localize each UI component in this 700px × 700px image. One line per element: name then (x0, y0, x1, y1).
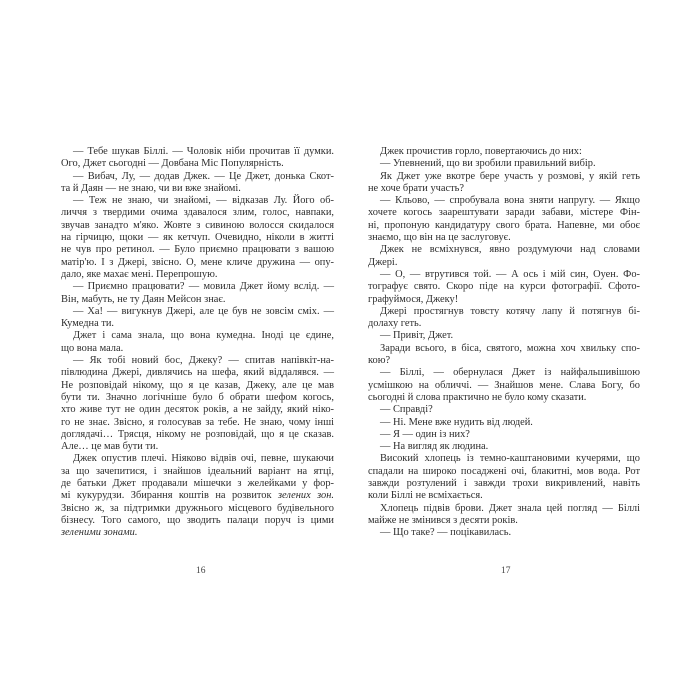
text-run: — Ні. Мене вже нудить від людей. (380, 416, 533, 428)
text-run: доглядачі… Трясця, нікому не розповідай, що я це сказав. (61, 428, 334, 440)
text-run: не чув про ретинол. — Було приємно працювати з вашою (61, 244, 334, 256)
text-run: півлюдина Джері, дивлячись на шефа, який віддалявся. — (61, 367, 334, 379)
text-line (368, 146, 640, 158)
text-run: та й Даян — не знаю, чи ви вже знайомі. (61, 182, 241, 194)
text-line (368, 478, 640, 490)
text-line (61, 232, 334, 244)
text-run: майже не змінився з десяти років. (368, 514, 518, 526)
text-line (61, 294, 334, 306)
text-line (368, 207, 640, 219)
text-line (368, 527, 640, 539)
text-line (61, 269, 334, 281)
text-run: не хоче брати участь? (368, 182, 464, 194)
text-line (61, 281, 334, 293)
text-line (368, 380, 640, 392)
text-run: Хлопець підвів брови. Джет знала цей погляд — Біллі (380, 502, 640, 514)
text-run: — Кльово, — спробувала вона зняти напругу. — Якщо (380, 195, 640, 207)
text-run: — Теж не знаю, чи знайомі, — відказав Лу. Його об- (73, 195, 334, 207)
text-run: матір'ю. І з Джері, звісно. О, мене кличе дружина — опу- (61, 256, 334, 268)
text-line (368, 158, 640, 170)
text-run: — Упевнений, що ви зробили правильний вибір. (380, 158, 596, 170)
italic-text-run: зелених зон. (277, 490, 335, 502)
text-line (61, 195, 334, 207)
text-line (61, 466, 334, 478)
text-line (61, 453, 334, 465)
text-run: — О, — втрутився той. — А ось і мій син, Оуен. Фо- (380, 268, 640, 280)
text-run: де батьки Джет продавали мішечки з желейками у фор- (61, 478, 334, 490)
text-run: Але… це мав бути ти. (61, 441, 159, 453)
text-line (61, 441, 334, 453)
text-run: личчя з твердими очима здавалося злим, голос, навпаки, (61, 207, 334, 219)
right-page-text (368, 146, 640, 540)
left-page-text (61, 146, 334, 540)
page-number-right: 17 (501, 566, 511, 576)
text-run: — Тебе шукав Біллі. — Чоловік ніби прочитав її думки. (73, 146, 334, 157)
text-line (368, 503, 640, 515)
text-run: дало, яке махає мені. Перепрошую. (61, 268, 218, 280)
text-line (61, 220, 334, 232)
text-run: Звісно ж, за підтримки дружнього місцевого будівельного (61, 502, 334, 514)
text-line (61, 515, 334, 527)
text-line (368, 490, 640, 502)
text-line (61, 417, 334, 429)
italic-text-run: зеленими зонами. (61, 527, 138, 539)
text-line (368, 220, 640, 232)
text-line (368, 355, 640, 367)
text-line (61, 171, 334, 183)
text-line (61, 158, 334, 170)
text-line (61, 527, 334, 539)
text-line (61, 257, 334, 269)
text-run: кою? (368, 355, 391, 367)
text-run: Він, мабуть, не ту Даян Мейсон знає. (61, 293, 226, 305)
text-line (368, 466, 640, 478)
text-line (368, 367, 640, 379)
text-run: знаємо, що він на це заслуговує. (368, 232, 511, 244)
text-run: Ого, Джет сьогодні — Довбана Міс Популярність. (61, 158, 284, 170)
text-run: — Як тобі новий бос, Джеку? — спитав напівкіт-на- (73, 355, 334, 367)
text-run: долаху геть. (368, 318, 422, 330)
text-line (368, 417, 640, 429)
text-run: коли Біллі не всміхається. (368, 490, 483, 502)
text-run: — На вигляд як людина. (380, 441, 489, 453)
text-line (368, 195, 640, 207)
page-number-left: 16 (196, 566, 206, 576)
text-line (368, 330, 640, 342)
text-run: — Що таке? — поцікавилась. (380, 527, 512, 539)
text-line (61, 392, 334, 404)
text-run: Джек опустив плечі. Ніяково відвів очі, певне, шукаючи (73, 453, 334, 465)
text-line (368, 453, 640, 465)
text-run: Джек не всміхнувся, явно роздумуючи над словами (380, 244, 640, 256)
text-line (61, 478, 334, 490)
text-line (61, 490, 334, 502)
text-line (61, 404, 334, 416)
text-line (368, 515, 640, 527)
text-run: усмішкою на обличчі. — Знайшов мене. Слава Богу, бо (368, 379, 640, 391)
text-run: Джері. (368, 256, 398, 268)
text-run: Джері простягнув товсту котячу лапу й потягнув бі- (380, 305, 640, 317)
text-line (368, 171, 640, 183)
text-run: — Ха! — вигукнув Джері, але це був не зовсім сміх. — (73, 305, 334, 317)
text-run: на гірчицю, щоки — як кетчуп. Очевидно, ніколи в житті (61, 232, 334, 244)
text-run: Кумедна ти. (61, 318, 115, 330)
text-run: бути ти. Значно логічніше було б обрати шефом когось, (61, 391, 334, 403)
text-line (61, 429, 334, 441)
text-line (368, 183, 640, 195)
text-run: го не знає. Звісно, я голосував за тебе. Не знаю, чому інші (61, 416, 334, 428)
text-run: — Біллі, — обернулася Джет із найфальшивішою (380, 367, 640, 379)
text-line (61, 330, 334, 342)
text-line (368, 244, 640, 256)
text-run: графуймося, Джеку! (368, 293, 459, 305)
text-run: Джек прочистив горло, повертаючись до них: (380, 146, 582, 157)
text-run: ні, пропоную кандидатуру свого брата. Напевне, ми обоє (368, 219, 640, 231)
text-run: — Справді? (380, 404, 433, 416)
text-run: тографує свято. Скоро піде на курси фотографії. Сфото- (368, 281, 640, 293)
text-run: сьогодні й слова практично не було кому сказати. (368, 391, 587, 403)
text-line (368, 318, 640, 330)
text-line (368, 281, 640, 293)
text-run: — Приємно працювати? — мовила Джет йому вслід. — (73, 281, 334, 293)
text-run: Джет і сама знала, що вона кумедна. Іноді це єдине, (73, 330, 334, 342)
text-line (368, 404, 640, 416)
text-line (368, 257, 640, 269)
text-line (368, 306, 640, 318)
text-run: мі кукурудзи. Збирання коштів на розвиток (61, 490, 278, 502)
text-line (61, 146, 334, 158)
text-run: звучав занадто м'яко. Жовте з сивиною волосся скидалося (61, 219, 334, 231)
text-line (61, 207, 334, 219)
text-line (61, 343, 334, 355)
text-run: що вона мала. (61, 342, 124, 354)
text-line (61, 380, 334, 392)
text-run: завжди розтулений і завжди трохи викривлений, навіть (368, 478, 640, 490)
text-run: за що зачепитися, і знайшов ідеальний варіант на ятці, (61, 465, 334, 477)
text-line (61, 367, 334, 379)
text-run: — Вибач, Лу, — додав Джек. — Це Джет, донька Скот- (73, 170, 334, 182)
text-line (61, 355, 334, 367)
text-line (368, 269, 640, 281)
text-line (368, 392, 640, 404)
text-line (61, 306, 334, 318)
text-line (368, 343, 640, 355)
text-run: — Я — один із них? (380, 428, 470, 440)
text-line (61, 318, 334, 330)
text-run: хто живе тут не один десяток років, а не зайду, який ніко- (61, 404, 334, 416)
text-line (368, 294, 640, 306)
text-run: Як Джет уже вкотре бере участь у розмові, у якій геть (380, 170, 640, 182)
text-run: спадали на широко посаджені очі, блакитні, мов вода. Рот (368, 465, 640, 477)
text-line (368, 429, 640, 441)
text-line (368, 441, 640, 453)
text-run: хочете когось заарештувати заради забави, містере Фін- (368, 207, 640, 219)
text-run: Заради всього, в біса, святого, можна хоч хвильку спо- (380, 342, 640, 354)
text-line (61, 244, 334, 256)
text-run: бізнесу. Того самого, що зводить палаци поруч із цими (61, 514, 334, 526)
text-run: Не розповідай нікому, що я це казав, Джеку, але це мав (61, 379, 334, 391)
text-line (61, 503, 334, 515)
text-line (61, 183, 334, 195)
text-run: Високий хлопець із темно-каштановими кучерями, що (380, 453, 640, 465)
text-run: — Привіт, Джет. (380, 330, 454, 342)
text-line (368, 232, 640, 244)
